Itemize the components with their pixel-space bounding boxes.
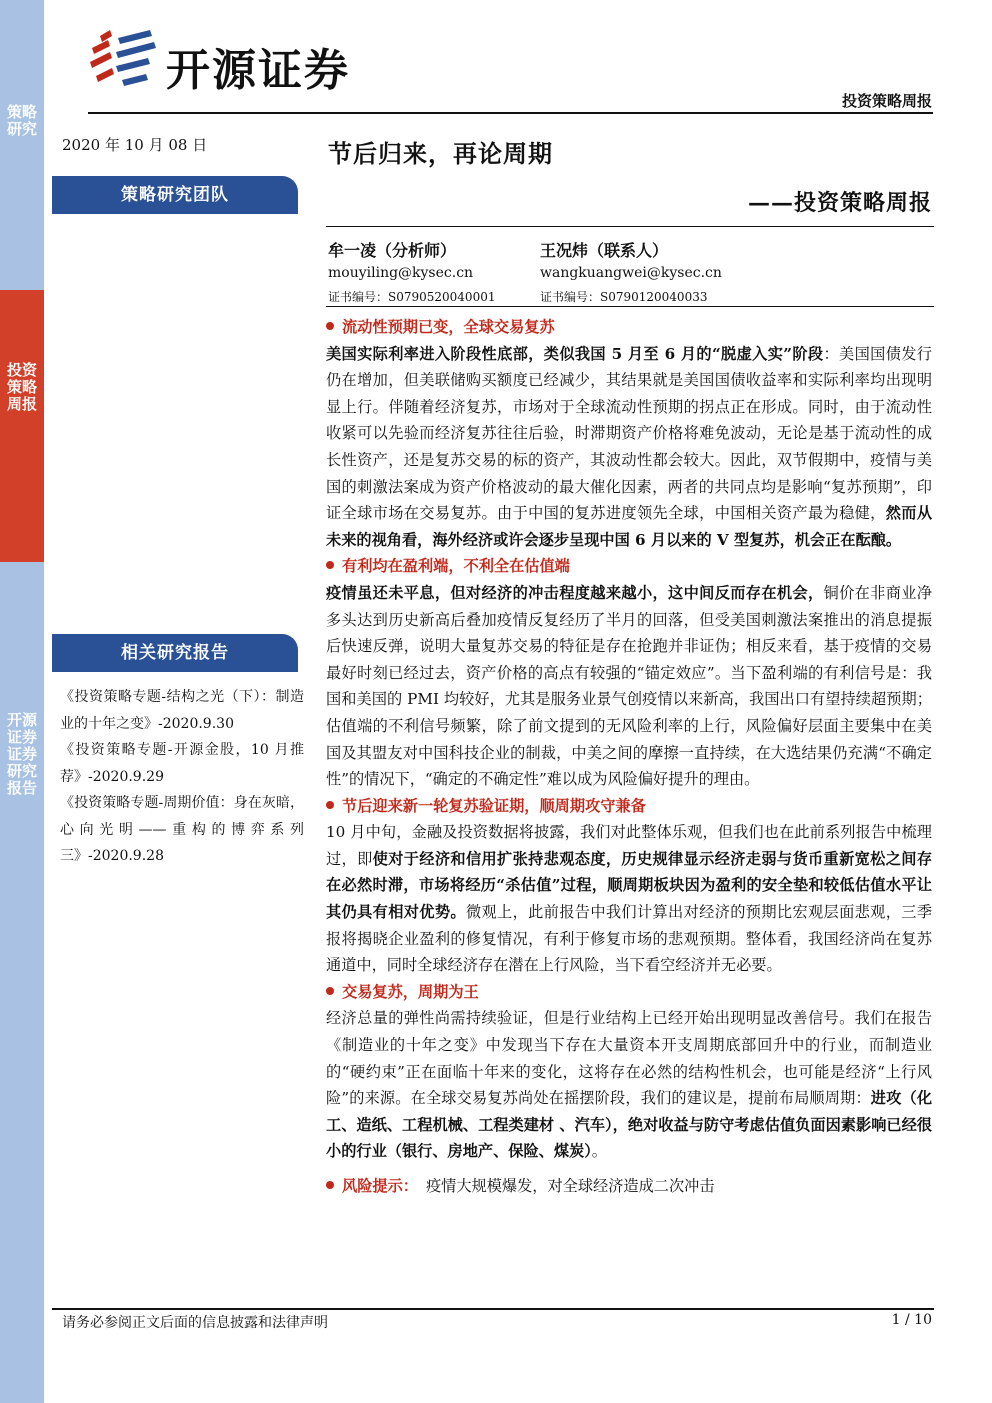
risk-text: 疫情大规模爆发，对全球经济造成二次冲击 [425,1177,715,1195]
bullet-icon [326,1181,334,1189]
bullet-icon [326,322,334,330]
section-heading-text: 流动性预期已变，全球交易复苏 [342,318,555,336]
analyst-email[interactable]: wangkuangwei@kysec.cn [540,265,722,281]
brand-logo [88,28,388,96]
body-text: 经济总量的弹性尚需持续验证，但是行业结构上已经开始出现明显改善信号。我们在报告《制造业的十年之变》中发现当下存在大量资本开支周期底部回升中的行业，而制造业的“硬约束”正在面临十年来的变化，这将存在必然的结构性机会，也可能是经济“上行风险”的来源。在全球交易复苏尚处在摇摆阶段，我们的建议是，提前布局顺周期： [326,1009,932,1108]
section-heading [326,553,932,580]
section-paragraph [326,1005,932,1165]
related-reports-label: 相关研究报告 [52,634,298,672]
bold-text: 然而从未来的视角看，海外经济或许会逐步呈现中国 6 月以来的 V 型复苏，机会正在酝酿。 [326,504,933,549]
team-label: 策略研究团队 [52,176,298,214]
bold-text: 美国实际利率进入阶段性底部，类似我国 5 月至 6 月的“脱虚入实”阶段 [326,344,824,363]
logo-mark-icon [88,28,160,88]
related-report-item[interactable]: 《投资策略专题-周期价值：身在灰暗，心向光明——重构的博弈系列三》-2020.9.28 [60,795,304,864]
report-title: 节后归来，再论周期 [328,139,553,168]
side-label-top: 策略研究 [6,103,37,138]
page-number: 1 / 10 [891,1312,932,1328]
body-text: ：美国国债发行仍在增加，但美联储购买额度已经减少，其结果就是美国国债收益率和实际利率均出现明显上行。伴随着经济复苏，市场对于全球流动性预期的拐点正在形成。同时，由于流动性收紧可以先验而经济复苏往往后验，时滞期资产价格将难免波动，无论是基于流动性的成长性资产，还是复苏交易的标的资产，其波动性都会较大。因此，双节假期中，疫情与美国的刺激法案成为资产价格波动的最大催化因素，两者的共同点均是影响“复苏预期”，印证全球市场在交易复苏。由于中国的复苏进度领先全球，中国相关资产最为稳健， [326,344,932,523]
section-heading-text: 节后迎来新一轮复苏验证期，顺周期攻守兼备 [342,796,646,815]
side-bar-red-segment [0,290,44,562]
bold-text: 使对于经济和信用扩张持悲观态度，历史规律显示经济走弱与货币重新宽松之间存在必然时滞，市场将经历“杀估值”过程，顺周期板块因为盈利的安全垫和较低估值水平让其仍具有相对优势。 [326,849,933,922]
bullet-icon [326,987,334,995]
side-label-bottom: 开源证券 证券研究报告 [6,711,37,797]
section-heading-text: 交易复苏，周期为王 [342,982,479,1001]
footer-disclaimer: 请务必参阅正文后面的信息披露和法律声明 [62,1315,328,1331]
analyst-name: 牟一凌（分析师） [328,241,457,260]
title-rule [326,226,934,227]
section-heading-text: 有利均在盈利端，不利全在估值端 [342,557,570,576]
footer-rule [52,1308,934,1310]
body-text: 微观上，此前报告中我们计算出对经济的预期比宏观层面悲观，三季报将揭晓企业盈利的修复情况，有利于修复市场的悲观预期。整体看，我国经济尚在复苏通道中，同时全球经济存在潜在上行风险，当下看空经济并无必要。 [326,903,933,975]
analyst-rule [326,306,934,307]
section-paragraph [326,580,932,793]
section-heading [326,979,932,1006]
report-subtitle: ——投资策略周报 [747,190,932,216]
related-report-item[interactable]: 《投资策略专题-结构之光（下）：制造业的十年之变》-2020.9.30 [60,689,304,732]
bullet-icon [326,801,334,809]
risk-label: 风险提示： [342,1177,418,1195]
section-heading [326,793,932,820]
side-bar [0,0,44,1403]
brand-name: 开源证券 [166,45,350,96]
bold-text: 进攻（化工、造纸、工程机械、工程类建材 、汽车），绝对收益与防守考虑估值负面因素影响已经很小的行业（银行、房地产、保险、煤炭） [326,1089,933,1161]
header-report-type: 投资策略周报 [841,92,932,110]
bullet-icon [326,561,334,569]
analyst-cert: 证书编号：S0790520040001 [328,290,496,304]
related-report-item[interactable]: 《投资策略专题-开源金股，10 月推荐》-2020.9.29 [60,742,304,785]
side-label-middle: 投资策略周报 [6,361,37,413]
body-text: 10 月中旬，金融及投资数据将披露，我们对此整体乐观，但我们也在此前系列报告中梳理过，即 [326,823,932,868]
report-date: 2020 年 10 月 08 日 [62,136,208,154]
body-text: 。 [591,1142,607,1161]
analyst-cert: 证书编号：S0790120040033 [540,290,708,304]
risk-note [326,1173,932,1200]
body-text: 铜价在非商业净多头达到历史新高后叠加疫情反复经历了半月的回落，但受美国刺激法案推出的消息提振后快速反弹，说明大量复苏交易的特征是存在抢跑并非证伪；相反来看，基于疫情的交易最好时刻已经过去，资产价格的高点有较强的“锚定效应”。当下盈利端的有利信号是：我国和美国的 PMI 均较好，尤其是服务业景气创疫情以来新高，我国出口有望持续超预期；估值端的不利信号频繁，除了前文提到的无风险利率的上行，风险偏好层面主要集中在美国及其盟友对中国科技企业的制裁，中美之间的摩擦一直持续，在大选结果仍充满“不确定性”的情况下，“确定的不确定性”难以成为风险偏好提升的理由。 [326,583,933,789]
related-reports-list [60,684,304,870]
section-paragraph [326,341,932,554]
bold-text: 疫情虽还未平息，但对经济的冲击程度越来越小，这中间反而存在机会， [326,583,824,602]
analyst-name: 王况炜（联系人） [540,241,669,260]
header-rule [88,112,933,114]
section-heading [326,314,932,341]
section-paragraph [326,819,932,979]
analyst-email[interactable]: mouyiling@kysec.cn [328,265,474,281]
report-body [326,314,932,1200]
